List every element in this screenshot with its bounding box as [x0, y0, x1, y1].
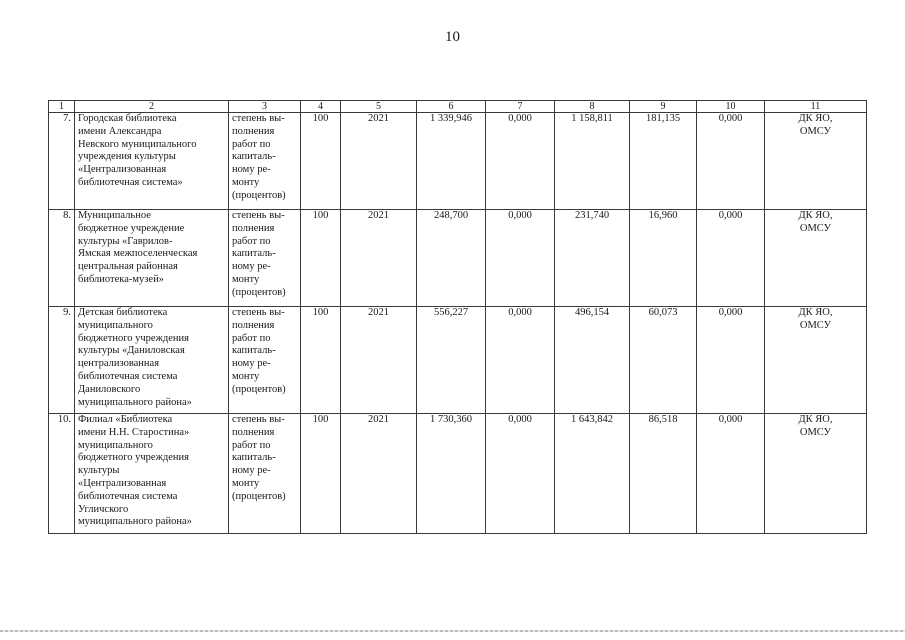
institution-name: [75, 307, 229, 414]
executor-text: ДК ЯО, ОМСУ: [798, 210, 833, 234]
column-number-row: [49, 101, 867, 113]
column-number: 6: [417, 101, 486, 113]
amount-col9: 16,960: [630, 210, 697, 307]
executor-text: ДК ЯО, ОМСУ: [798, 414, 833, 438]
amount-col10: 0,000: [697, 307, 765, 414]
row-number: 7.: [49, 113, 75, 210]
page-number: 10: [445, 29, 460, 45]
institution-name: [75, 414, 229, 534]
amount-col8: 1 158,811: [555, 113, 630, 210]
institution-name: [75, 113, 229, 210]
institution-name-text: Муниципальное бюджетное учреждение культуры «Гаврилов- Ямская межпоселенческая центральная районная библиотека-музей»: [78, 210, 198, 285]
amount-col8: 231,740: [555, 210, 630, 307]
year: 2021: [341, 414, 417, 534]
column-number: 5: [341, 101, 417, 113]
target-value: 100: [301, 307, 341, 414]
indicator-text: степень вы- полнения работ по капиталь- ному ре- монту (процентов): [232, 210, 286, 298]
amount-col7: 0,000: [486, 307, 555, 414]
total-amount: 556,227: [417, 307, 486, 414]
amount-col10: 0,000: [697, 210, 765, 307]
amount-col7: 0,000: [486, 113, 555, 210]
amount-col7: 0,000: [486, 210, 555, 307]
scan-edge: [0, 630, 905, 632]
amount-col7: 0,000: [486, 414, 555, 534]
target-value: 100: [301, 414, 341, 534]
indicator: [229, 307, 301, 414]
year: 2021: [341, 307, 417, 414]
institution-name-text: Филиал «Библиотека имени Н.Н. Старостина» муниципального бюджетного учреждения культуры «Централизованная библиотечная система Угличского муниципального района»: [78, 414, 192, 528]
executor: [765, 113, 867, 210]
total-amount: 1 339,946: [417, 113, 486, 210]
total-amount: 1 730,360: [417, 414, 486, 534]
executor-text: ДК ЯО, ОМСУ: [798, 113, 833, 137]
amount-col9: 86,518: [630, 414, 697, 534]
institution-name: [75, 210, 229, 307]
indicator: [229, 210, 301, 307]
amount-col10: 0,000: [697, 414, 765, 534]
executor: [765, 307, 867, 414]
total-amount: 248,700: [417, 210, 486, 307]
column-number: 9: [630, 101, 697, 113]
table-row: [49, 414, 867, 534]
executor: [765, 210, 867, 307]
indicator-text: степень вы- полнения работ по капиталь- ному ре- монту (процентов): [232, 414, 286, 502]
year: 2021: [341, 210, 417, 307]
amount-col9: 181,135: [630, 113, 697, 210]
column-number: 3: [229, 101, 301, 113]
amount-col8: 496,154: [555, 307, 630, 414]
institution-name-text: Детская библиотека муниципального бюджетного учреждения культуры «Даниловская централизованная библиотечная система Даниловского муниципального района»: [78, 307, 192, 408]
data-table: [48, 100, 867, 534]
executor: [765, 414, 867, 534]
indicator: [229, 113, 301, 210]
column-number: 10: [697, 101, 765, 113]
indicator-text: степень вы- полнения работ по капиталь- ному ре- монту (процентов): [232, 113, 286, 201]
column-number: 8: [555, 101, 630, 113]
column-number: 11: [765, 101, 867, 113]
indicator-text: степень вы- полнения работ по капиталь- ному ре- монту (процентов): [232, 307, 286, 395]
institution-name-text: Городская библиотека имени Александра Невского муниципального учреждения культуры «Централизованная библиотечная система»: [78, 113, 197, 188]
target-value: 100: [301, 210, 341, 307]
column-number: 4: [301, 101, 341, 113]
row-number: 8.: [49, 210, 75, 307]
column-number: 1: [49, 101, 75, 113]
table-row: [49, 113, 867, 210]
amount-col9: 60,073: [630, 307, 697, 414]
indicator: [229, 414, 301, 534]
table-row: [49, 307, 867, 414]
amount-col8: 1 643,842: [555, 414, 630, 534]
target-value: 100: [301, 113, 341, 210]
column-number: 7: [486, 101, 555, 113]
column-number: 2: [75, 101, 229, 113]
amount-col10: 0,000: [697, 113, 765, 210]
executor-text: ДК ЯО, ОМСУ: [798, 307, 833, 331]
row-number: 10.: [49, 414, 75, 534]
row-number: 9.: [49, 307, 75, 414]
year: 2021: [341, 113, 417, 210]
table-row: [49, 210, 867, 307]
